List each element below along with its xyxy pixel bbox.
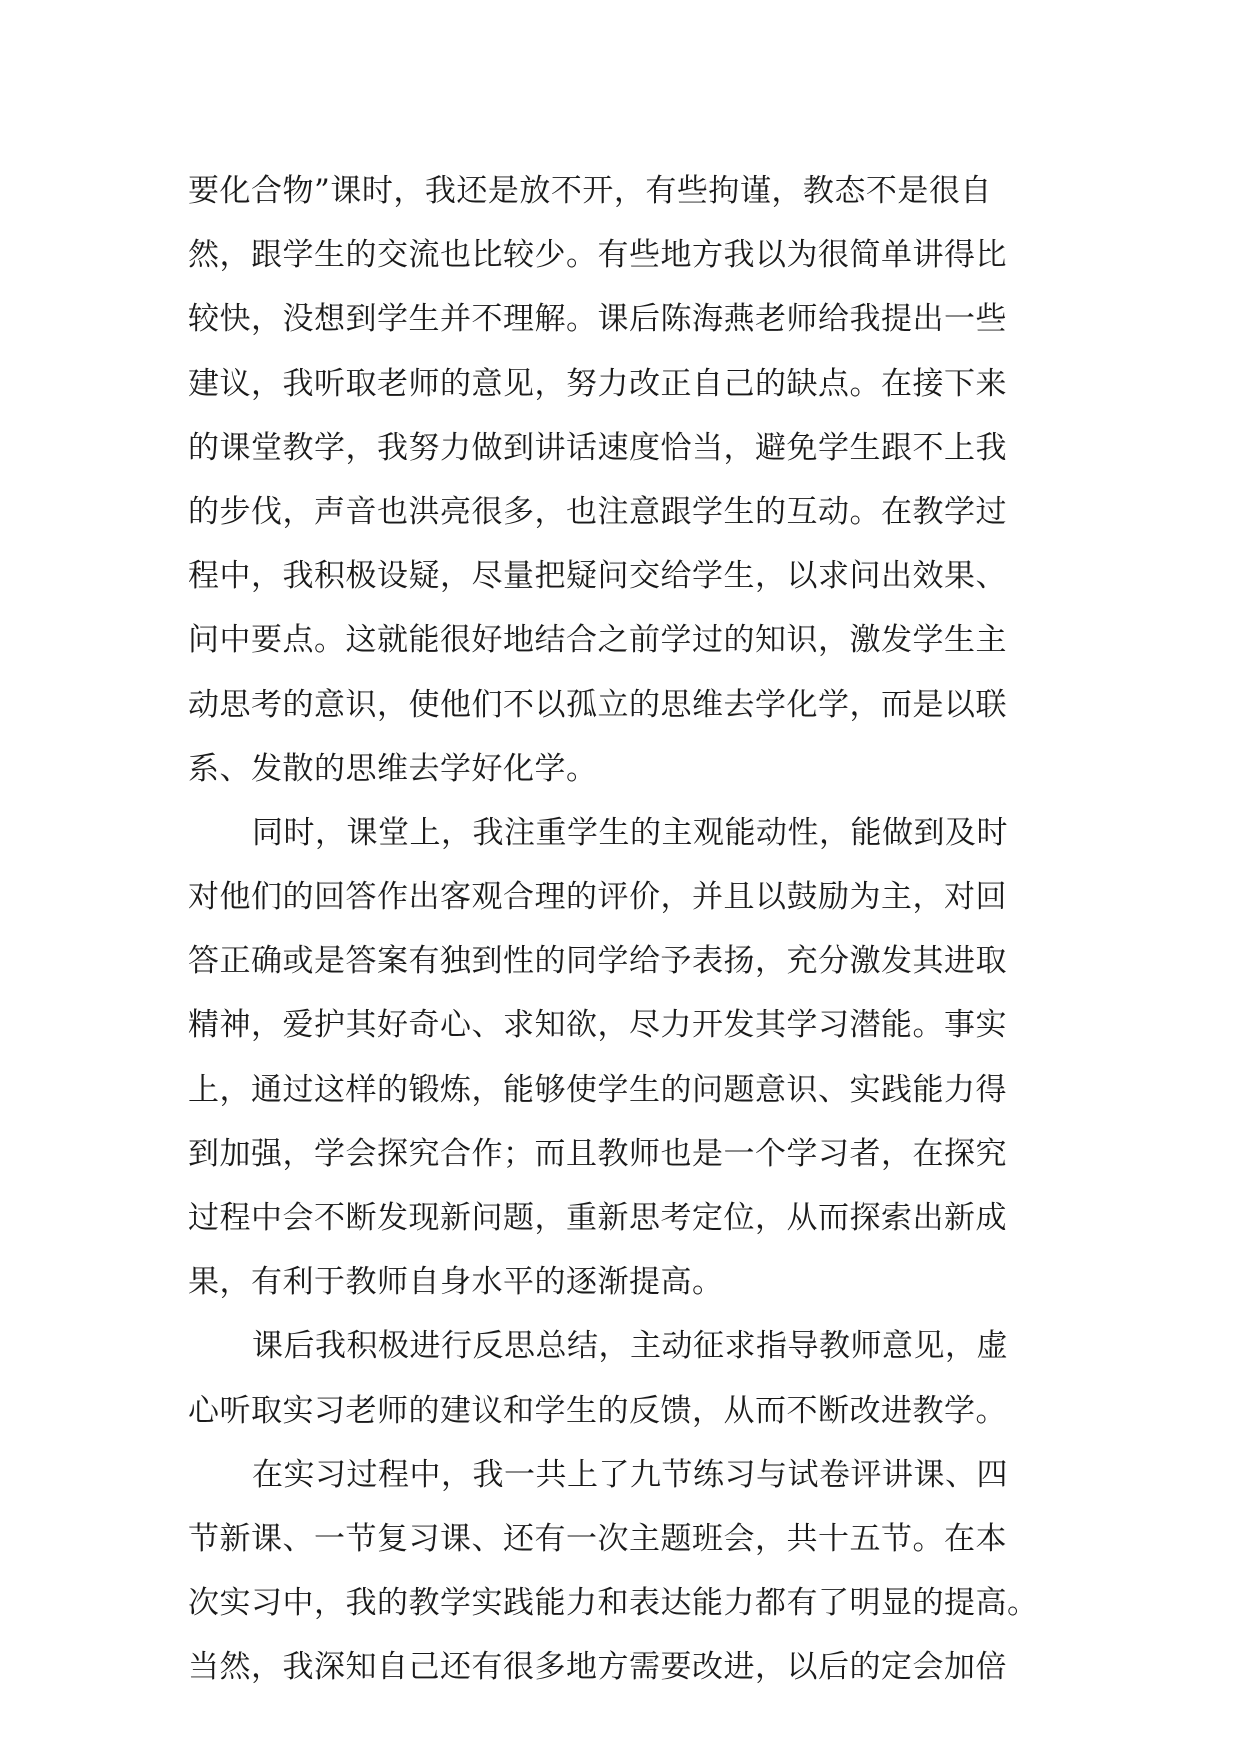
text-line: 的步伐，声音也洪亮很多，也注意跟学生的互动。在教学过 — [188, 493, 1007, 530]
paragraph-4 — [188, 1443, 1048, 1700]
text-line: 程中，我积极设疑，尽量把疑问交给学生，以求问出效果、 — [188, 558, 1007, 595]
text-line: 动思考的意识，使他们不以孤立的思维去学化学，而是以联 — [188, 686, 1007, 723]
body-text — [188, 159, 1048, 1700]
text-line: 答正确或是答案有独到性的同学给予表扬，充分激发其进取 — [188, 943, 1007, 980]
text-line: 对他们的回答作出客观合理的评价，并且以鼓励为主，对回 — [188, 879, 1007, 916]
paragraph-2 — [188, 801, 1048, 1315]
text-line: 要化合物”课时，我还是放不开，有些拘谨，教态不是很自 — [188, 173, 992, 209]
text-line: 建议，我听取老师的意见，努力改正自己的缺点。在接下来 — [188, 365, 1007, 402]
text-line: 然，跟学生的交流也比较少。有些地方我以为很简单讲得比 — [188, 237, 1007, 274]
text-line: 次实习中，我的教学实践能力和表达能力都有了明显的提高。 — [188, 1585, 1039, 1622]
text-line: 心听取实习老师的建议和学生的反馈，从而不断改进教学。 — [188, 1392, 1007, 1429]
text-line: 精神，爱护其好奇心、求知欲，尽力开发其学习潜能。事实 — [188, 1007, 1007, 1044]
text-line: 课后我积极进行反思总结，主动征求指导教师意见，虚 — [252, 1328, 1008, 1365]
text-line: 问中要点。这就能很好地结合之前学过的知识，激发学生主 — [188, 622, 1007, 659]
text-line: 的课堂教学，我努力做到讲话速度恰当，避免学生跟不上我 — [188, 429, 1007, 466]
text-line: 系、发散的思维去学好化学。 — [188, 750, 598, 787]
paragraph-1 — [188, 159, 1048, 801]
text-line: 在实习过程中，我一共上了九节练习与试卷评讲课、四 — [252, 1456, 1008, 1493]
text-line: 当然，我深知自己还有很多地方需要改进，以后的定会加倍 — [188, 1649, 1007, 1686]
text-line: 上，通过这样的锻炼，能够使学生的问题意识、实践能力得 — [188, 1071, 1007, 1108]
text-line: 果，有利于教师自身水平的逐渐提高。 — [188, 1264, 724, 1301]
text-line: 节新课、一节复习课、还有一次主题班会，共十五节。在本 — [188, 1520, 1007, 1557]
text-line: 同时，课堂上，我注重学生的主观能动性，能做到及时 — [252, 814, 1008, 851]
paragraph-3 — [188, 1314, 1048, 1442]
text-line: 较快，没想到学生并不理解。课后陈海燕老师给我提出一些 — [188, 301, 1007, 338]
text-line: 到加强，学会探究合作；而且教师也是一个学习者，在探究 — [188, 1135, 1007, 1172]
text-line: 过程中会不断发现新问题，重新思考定位，从而探索出新成 — [188, 1200, 1007, 1236]
